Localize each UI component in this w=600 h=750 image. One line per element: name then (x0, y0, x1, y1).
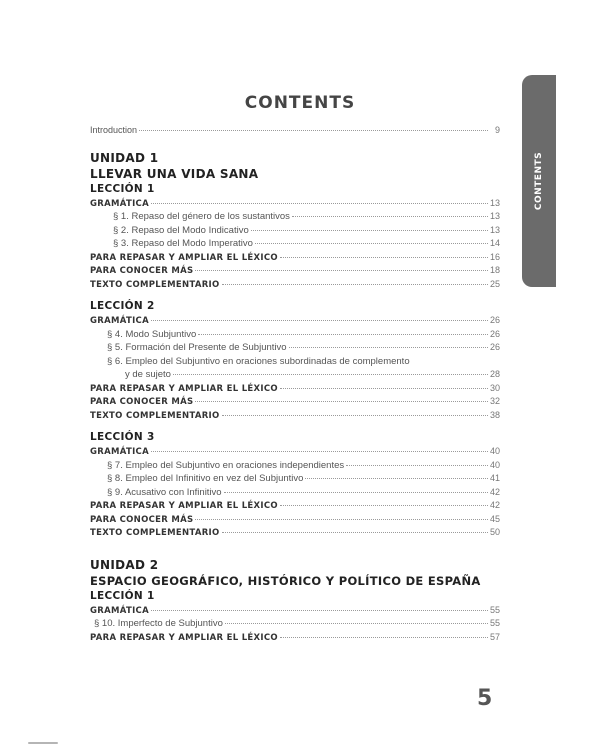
toc-entry-section[interactable] (90, 472, 500, 486)
toc-entry-label: § 10. Imperfecto de Subjuntivo (94, 618, 223, 629)
toc-entry-continuation (107, 368, 500, 382)
toc-page-number: 42 (489, 500, 500, 510)
toc-entry-lexico[interactable] (90, 382, 500, 396)
toc-entry-label: PARA CONOCER MÁS (90, 514, 194, 525)
toc-page-number: 42 (489, 486, 500, 497)
toc-entry-label: TEXTO COMPLEMENTARIO (90, 528, 220, 538)
dot-leader (289, 347, 488, 348)
dot-leader (280, 388, 488, 389)
toc-entry-gramatica[interactable] (90, 314, 500, 328)
toc-page-number: 26 (489, 328, 500, 339)
toc-page-number: 38 (489, 409, 500, 420)
toc-entry-conocer[interactable] (90, 513, 500, 527)
page-number: 5 (477, 686, 493, 711)
toc-page-number: 26 (489, 315, 500, 325)
dot-leader (195, 270, 488, 271)
toc-page-number: 16 (489, 251, 500, 262)
unit-title: ESPACIO GEOGRÁFICO, HISTÓRICO Y POLÍTICO DE ESPAÑA (90, 573, 481, 588)
page-title: CONTENTS (244, 93, 356, 113)
toc-entry-label: TEXTO COMPLEMENTARIO (90, 279, 220, 290)
toc-entry-label: § 8. Empleo del Infinitivo en vez del Subjuntivo (107, 473, 304, 484)
toc-entry-label: § 2. Repaso del Modo Indicativo (113, 224, 249, 236)
toc-entry-label: GRAMÁTICA (90, 605, 149, 616)
toc-entry-section[interactable] (90, 210, 500, 224)
toc-page-number: 40 (489, 459, 500, 470)
toc-entry-label: § 6. Empleo del Subjuntivo en oraciones subordinadas de complemento (107, 355, 410, 367)
section-tab-label: CONTENTS (534, 151, 544, 211)
toc-page-number: 30 (489, 382, 500, 393)
unit-heading: UNIDAD 1 (90, 150, 159, 165)
toc-entry-conocer[interactable] (90, 264, 500, 278)
dot-leader (151, 203, 488, 204)
toc-entry-section[interactable] (90, 328, 500, 342)
unit-title: LLEVAR UNA VIDA SANA (90, 166, 259, 181)
toc-entry-gramatica[interactable] (90, 604, 500, 618)
toc-page-number: 55 (489, 618, 500, 628)
toc-page-number: 40 (489, 446, 500, 456)
toc-entry-label: PARA REPASAR Y AMPLIAR EL LÉXICO (90, 632, 278, 643)
toc-entry-label: § 3. Repaso del Modo Imperativo (113, 238, 253, 249)
toc-entry-section[interactable] (90, 459, 500, 473)
unit-heading: UNIDAD 2 (90, 557, 159, 572)
toc-entry-label: Introduction (90, 125, 138, 135)
toc-page-number: 13 (489, 224, 500, 235)
toc-entry-section[interactable] (90, 617, 500, 631)
dot-leader (280, 637, 488, 638)
toc-page-number: 50 (489, 527, 500, 537)
lesson-heading: LECCIÓN 2 (90, 300, 155, 312)
toc-entry-label: GRAMÁTICA (90, 198, 149, 209)
toc-page-number: 18 (489, 265, 500, 275)
toc-page-number: 57 (489, 631, 500, 642)
toc-entry-section[interactable] (90, 224, 500, 238)
dot-leader (151, 451, 488, 452)
dot-leader (255, 243, 488, 244)
toc-page-number: 41 (489, 473, 500, 483)
toc-page-number: 45 (489, 513, 500, 524)
dot-leader (222, 415, 488, 416)
toc-entry-label: GRAMÁTICA (90, 447, 149, 457)
toc-page-number: 28 (489, 369, 500, 379)
section-tab (522, 75, 556, 287)
dot-leader (151, 320, 488, 321)
scan-mark (28, 742, 58, 744)
dot-leader (173, 374, 488, 375)
dot-leader (251, 230, 488, 231)
toc-entry-label: TEXTO COMPLEMENTARIO (90, 410, 220, 421)
toc-entry-texto[interactable] (90, 526, 500, 540)
dot-leader (198, 334, 488, 335)
toc-page-number: 9 (494, 125, 500, 135)
toc-entry-lexico[interactable] (90, 499, 500, 513)
dot-leader (195, 401, 488, 402)
lesson-heading: LECCIÓN 1 (90, 182, 155, 195)
toc-page-number: 25 (489, 278, 500, 289)
toc-page-number: 26 (489, 342, 500, 352)
toc-entry-lexico[interactable] (90, 251, 500, 265)
dot-leader (139, 130, 488, 131)
dot-leader (292, 216, 488, 217)
toc-page-number: 13 (489, 211, 500, 221)
dot-leader (225, 623, 488, 624)
dot-leader (280, 257, 488, 258)
toc-entry-label: GRAMÁTICA (90, 316, 149, 326)
toc-entry-texto[interactable] (90, 278, 500, 292)
toc-entry-gramatica[interactable] (90, 445, 500, 459)
dot-leader (222, 532, 488, 533)
toc-entry-label: § 7. Empleo del Subjuntivo en oraciones independientes (107, 459, 345, 471)
dot-leader (305, 478, 488, 479)
toc-entry-label: PARA REPASAR Y AMPLIAR EL LÉXICO (90, 383, 278, 394)
toc-entry-label: § 5. Formación del Presente de Subjuntivo (107, 342, 287, 353)
toc-entry-label: PARA CONOCER MÁS (90, 397, 194, 407)
dot-leader (224, 492, 488, 493)
lesson-heading: LECCIÓN 1 (90, 589, 155, 602)
toc-entry-label: PARA REPASAR Y AMPLIAR EL LÉXICO (90, 501, 278, 511)
dot-leader (280, 505, 488, 506)
lesson-heading: LECCIÓN 3 (90, 431, 155, 443)
toc-page-number: 32 (489, 396, 500, 406)
toc-page-number: 14 (489, 238, 500, 248)
toc-entry-label: y de sujeto (125, 369, 171, 380)
toc-page-number: 55 (489, 604, 500, 615)
toc-entry-texto[interactable] (90, 409, 500, 423)
dot-leader (151, 610, 488, 611)
toc-entry-section[interactable] (90, 341, 500, 355)
toc-entry-label: § 9. Acusativo con Infinitivo (107, 486, 222, 498)
toc-entry-label: § 4. Modo Subjuntivo (107, 328, 197, 340)
toc-entry-label: PARA CONOCER MÁS (90, 266, 194, 276)
toc-entry-conocer[interactable] (90, 395, 500, 409)
toc-entry-label: § 1. Repaso del género de los sustantivos (113, 211, 290, 222)
toc-entry-introduction[interactable] (90, 124, 500, 138)
toc-entry-lexico[interactable] (90, 631, 500, 645)
toc-entry-section[interactable] (90, 237, 500, 251)
toc-entry-label: PARA REPASAR Y AMPLIAR EL LÉXICO (90, 252, 278, 263)
table-of-contents (90, 124, 500, 644)
toc-entry-section[interactable] (90, 486, 500, 500)
dot-leader (195, 519, 488, 520)
dot-leader (346, 465, 488, 466)
dot-leader (222, 284, 488, 285)
toc-entry-gramatica[interactable] (90, 197, 500, 211)
toc-page-number: 13 (489, 197, 500, 208)
toc-entry-section[interactable] (90, 355, 500, 382)
